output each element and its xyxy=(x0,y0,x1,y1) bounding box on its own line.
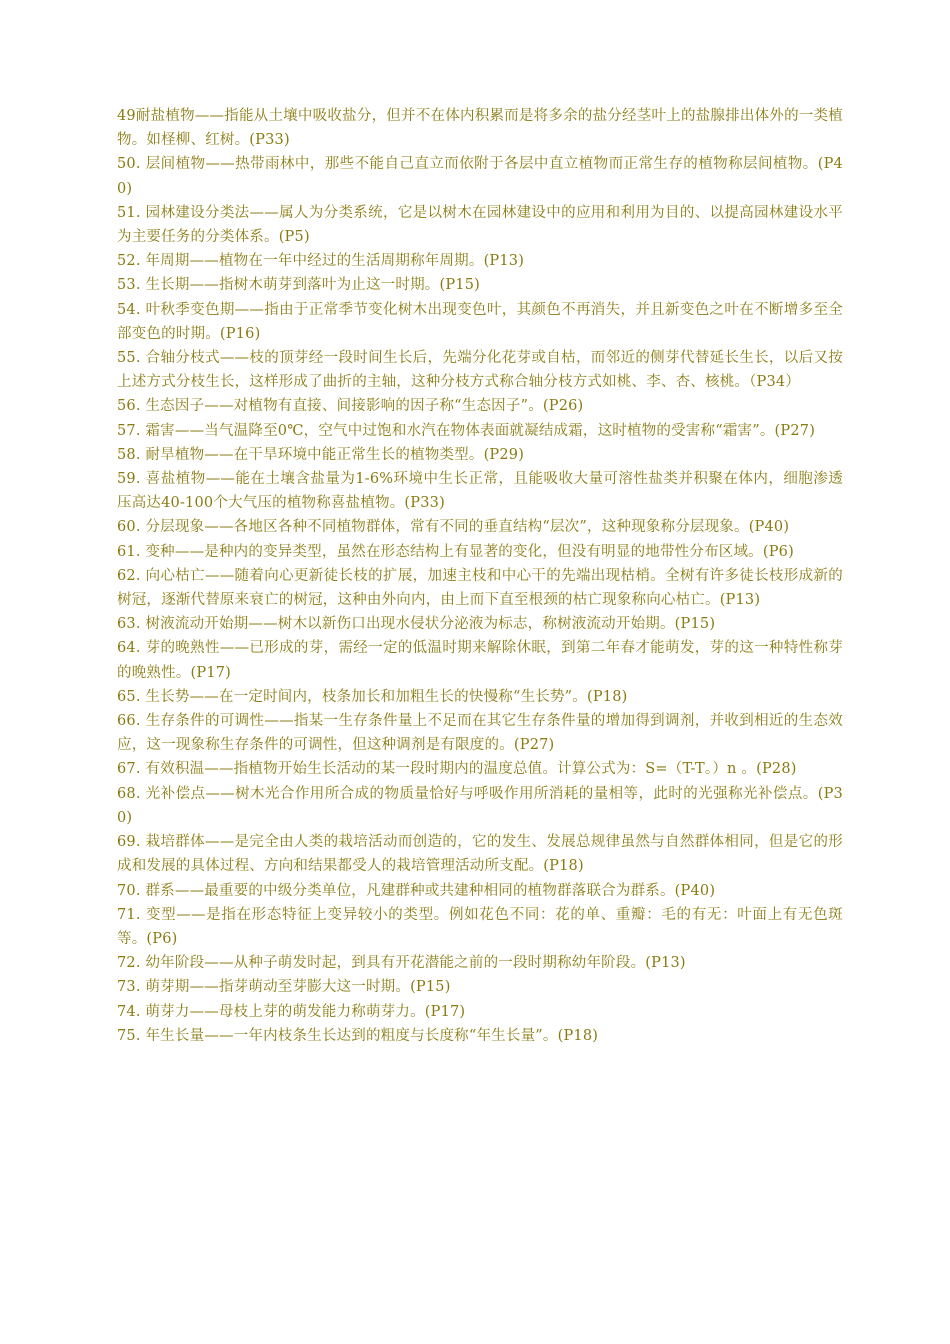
glossary-list xyxy=(117,104,843,1048)
glossary-entry-66: 66. 生存条件的可调性——指某一生存条件量上不足而在其它生存条件量的增加得到调剂，并收到相近的生态效应，这一现象称生存条件的可调性，但这种调剂是有限度的。(P27) xyxy=(117,713,843,754)
glossary-entry-73: 73. 萌芽期——指芽萌动至芽膨大这一时期。(P15) xyxy=(117,979,451,996)
glossary-entry-56: 56. 生态因子——对植物有直接、间接影响的因子称“生态因子”。(P26) xyxy=(117,398,584,415)
glossary-entry-75: 75. 年生长量——一年内枝条生长达到的粗度与长度称“年生长量”。(P18) xyxy=(117,1027,599,1044)
glossary-entry-53: 53. 生长期——指树木萌芽到落叶为止这一时期。(P15) xyxy=(117,277,480,294)
glossary-entry-72: 72. 幼年阶段——从种子萌发时起，到具有开花潜能之前的一段时期称幼年阶段。(P13) xyxy=(117,955,686,972)
glossary-entry-64: 64. 芽的晚熟性——已形成的芽，需经一定的低温时期来解除休眠，到第二年春才能萌发，芽的这一种特性称芽的晚熟性。(P17) xyxy=(117,640,843,681)
glossary-entry-51: 51. 园林建设分类法——属人为分类系统，它是以树木在园林建设中的应用和利用为目的、以提高园林建设水平为主要任务的分类体系。(P5) xyxy=(117,204,843,246)
glossary-entry-54: 54. 叶秋季变色期——指由于正常季节变化树木出现变色叶，其颜色不再消失，并且新变色之叶在不断增多至全部变色的时期。(P16) xyxy=(117,301,843,342)
glossary-entry-62: 62. 向心枯亡——随着向心更新徒长枝的扩展，加速主枝和中心干的先端出现枯梢。全树有许多徒长枝形成新的树冠，逐渐代替原来衰亡的树冠，这种由外向内，由上而下直至根颈的枯亡现象称向心枯亡。(P13) xyxy=(117,567,843,609)
glossary-entry-57: 57. 霜害——当气温降至0℃，空气中过饱和水汽在物体表面就凝结成霜，这时植物的受害称“霜害”。(P27) xyxy=(117,422,816,439)
glossary-entry-69: 69. 栽培群体——是完全由人类的栽培活动而创造的，它的发生、发展总规律虽然与自然群体相同，但是它的形成和发展的具体过程、方向和结果都受人的栽培管理活动所支配。(P18) xyxy=(117,834,843,875)
glossary-entry-58: 58. 耐旱植物——在干旱环境中能正常生长的植物类型。(P29) xyxy=(117,446,525,463)
glossary-entry-74: 74. 萌芽力——母枝上芽的萌发能力称萌芽力。(P17) xyxy=(117,1003,466,1020)
glossary-entry-71: 71. 变型——是指在形态特征上变异较小的类型。例如花色不同：花的单、重瓣：毛的有无：叶面上有无色斑等。(P6) xyxy=(117,906,843,947)
glossary-entry-60: 60. 分层现象——各地区各种不同植物群体，常有不同的垂直结构“层次”，这种现象称分层现象。(P40) xyxy=(117,519,790,536)
glossary-entry-67: 67. 有效积温——指植物开始生长活动的某一段时期内的温度总值。计算公式为：S=（T-T。）n 。(P28) xyxy=(117,761,797,778)
glossary-entry-52: 52. 年周期——植物在一年中经过的生活周期称年周期。(P13) xyxy=(117,253,525,270)
glossary-entry-59: 59. 喜盐植物——能在土壤含盐量为1-6%环境中生长正常，且能吸收大量可溶性盐类并积聚在体内，细胞渗透压高达40-100个大气压的植物称喜盐植物。(P33) xyxy=(117,471,843,512)
glossary-entry-65: 65. 生长势——在一定时间内，枝条加长和加粗生长的快慢称“生长势”。(P18) xyxy=(117,688,628,705)
glossary-entry-49: 49耐盐植物——指能从土壤中吸收盐分，但并不在体内积累而是将多余的盐分经茎叶上的盐腺排出体外的一类植物。如柽柳、红树。(P33) xyxy=(117,108,843,149)
glossary-entry-70: 70. 群系——最重要的中级分类单位，凡建群种或共建种相同的植物群落联合为群系。(P40) xyxy=(117,882,716,899)
glossary-entry-68: 68. 光补偿点——树木光合作用所合成的物质量恰好与呼吸作用所消耗的量相等，此时的光强称光补偿点。(P30) xyxy=(117,785,843,826)
glossary-entry-55: 55. 合轴分枝式——枝的顶芽经一段时间生长后，先端分化花芽或自枯，而邻近的侧芽代替延长生长，以后又按上述方式分枝生长，这样形成了曲折的主轴，这种分枝方式称合轴分枝方式如桃、李、杏、核桃。（P34） xyxy=(117,350,843,391)
glossary-entry-63: 63. 树液流动开始期——树木以新伤口出现水侵状分泌液为标志，称树液流动开始期。(P15) xyxy=(117,616,716,633)
glossary-entry-61: 61. 变种——是种内的变异类型，虽然在形态结构上有显著的变化，但没有明显的地带性分布区域。(P6) xyxy=(117,543,794,560)
glossary-entry-50: 50. 层间植物——热带雨林中，那些不能自己直立而依附于各层中直立植物而正常生存的植物称层间植物。(P40) xyxy=(117,156,843,197)
